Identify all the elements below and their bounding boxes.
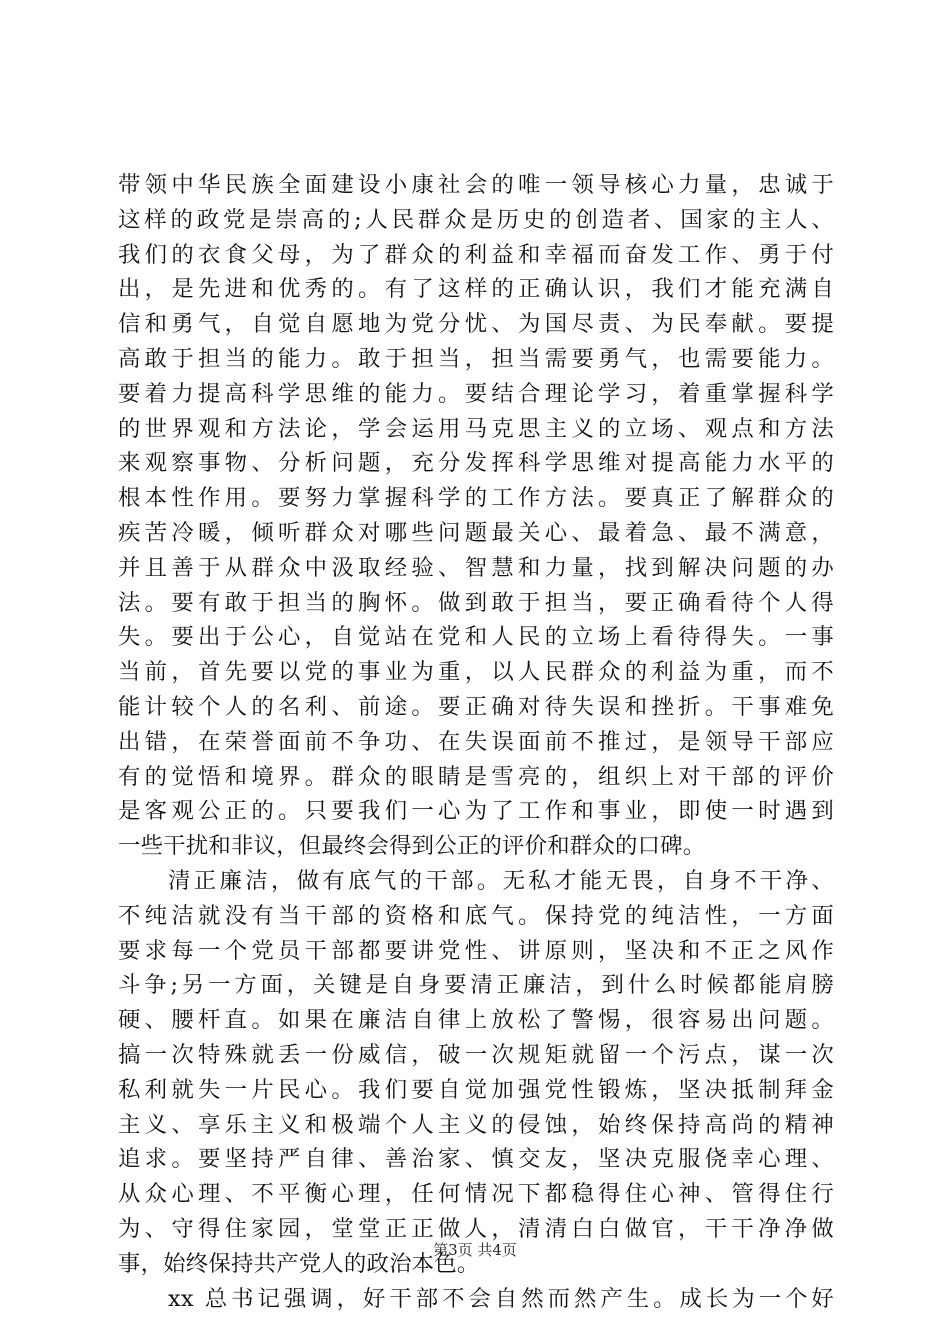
text-line: 搞一次特殊就丢一份威信，破一次规矩就留一个污点，谋一次 [118, 1041, 834, 1068]
text-line: 失。要出于公心，自觉站在党和人民的立场上看待得失。一事 [118, 624, 834, 651]
paragraph-first-line: xx 总书记强调，好干部不会自然而然产生。成长为一个好 [168, 1285, 834, 1312]
text-line: 斗争;另一方面，关键是自身要清正廉洁，到什么时候都能肩膀 [118, 972, 834, 999]
text-line: 信和勇气，自觉自愿地为党分忧、为国尽责、为民奉献。要提 [118, 311, 834, 338]
text-line: 来观察事物、分析问题，充分发挥科学思维对提高能力水平的 [118, 450, 834, 477]
text-line: 根本性作用。要努力掌握科学的工作方法。要真正了解群众的 [118, 485, 834, 512]
text-line: 是客观公正的。只要我们一心为了工作和事业，即使一时遇到 [118, 798, 834, 825]
text-line: 并且善于从群众中汲取经验、智慧和力量，找到解决问题的办 [118, 554, 834, 581]
text-line: 出错，在荣誉面前不争功、在失误面前不推过，是领导干部应 [118, 728, 834, 755]
paragraph-last-line: 一些干扰和非议，但最终会得到公正的评价和群众的口碑。 [118, 833, 706, 860]
text-line: 带领中华民族全面建设小康社会的唯一领导核心力量，忠诚于 [118, 172, 834, 198]
paragraph-last-line: 事，始终保持共产党人的政治本色。 [118, 1250, 480, 1277]
text-line: 我们的衣食父母，为了群众的利益和幸福而奋发工作、勇于付 [118, 241, 834, 268]
text-line: 这样的政党是崇高的;人民群众是历史的创造者、国家的主人、 [118, 206, 834, 233]
text-line: 要着力提高科学思维的能力。要结合理论学习，着重掌握科学 [118, 380, 834, 407]
document-body [118, 168, 834, 1316]
page-number-footer: 第3页 共4页 [433, 1241, 517, 1259]
text-line: 私利就失一片民心。我们要自觉加强党性锻炼，坚决抵制拜金 [118, 1076, 834, 1103]
text-line: 有的觉悟和境界。群众的眼睛是雪亮的，组织上对干部的评价 [118, 763, 834, 790]
text-line: 要求每一个党员干部都要讲党性、讲原则，坚决和不正之风作 [118, 937, 834, 964]
text-line: 能计较个人的名利、前途。要正确对待失误和挫折。干事难免 [118, 693, 834, 720]
text-line: 出，是先进和优秀的。有了这样的正确认识，我们才能充满自 [118, 276, 834, 303]
text-line: 法。要有敢于担当的胸怀。做到敢于担当，要正确看待个人得 [118, 589, 834, 616]
text-line: 硬、腰杆直。如果在廉洁自律上放松了警惕，很容易出问题。 [118, 1007, 834, 1034]
text-line: 从众心理、不平衡心理，任何情况下都稳得住心神、管得住行 [118, 1181, 834, 1208]
text-line: 为、守得住家园，堂堂正正做人，清清白白做官，干干净净做 [118, 1215, 834, 1242]
text-line: 当前，首先要以党的事业为重，以人民群众的利益为重，而不 [118, 659, 834, 686]
text-line: 高敢于担当的能力。敢于担当，担当需要勇气，也需要能力。 [118, 345, 834, 372]
text-line: 疾苦冷暖，倾听群众对哪些问题最关心、最着急、最不满意， [118, 519, 834, 546]
text-line: 主义、享乐主义和极端个人主义的侵蚀，始终保持高尚的精神 [118, 1111, 834, 1138]
text-line: 追求。要坚持严自律、善治家、慎交友，坚决克服侥幸心理、 [118, 1146, 834, 1173]
text-line: 的世界观和方法论，学会运用马克思主义的立场、观点和方法 [118, 415, 834, 442]
text-line: 不纯洁就没有当干部的资格和底气。保持党的纯洁性，一方面 [118, 902, 834, 929]
paragraph-first-line: 清正廉洁，做有底气的干部。无私才能无畏，自身不干净、 [168, 867, 834, 894]
